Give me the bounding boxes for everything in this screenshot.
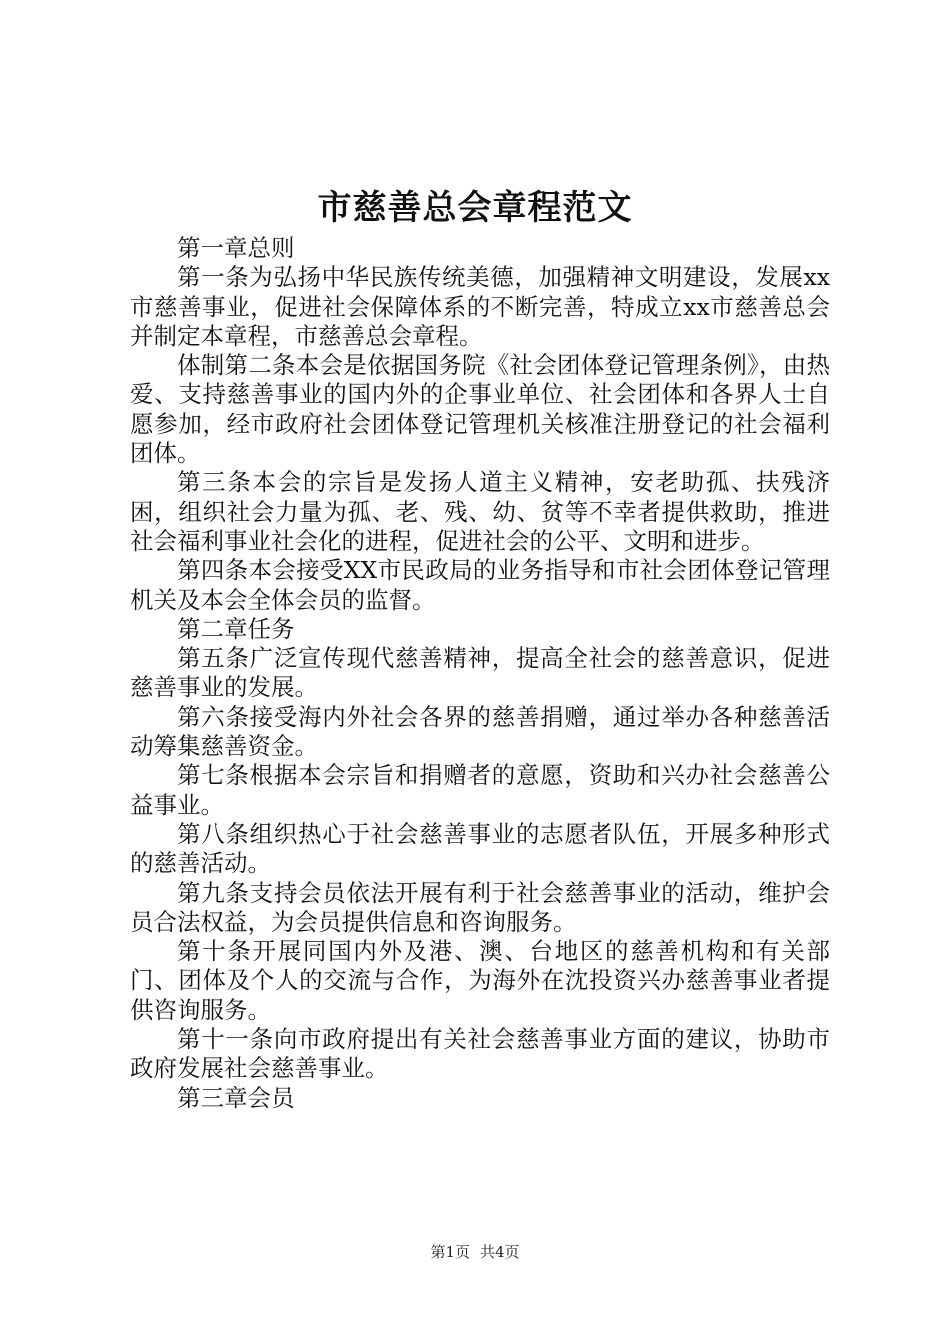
article-paragraph: 第八条组织热心于社会慈善事业的志愿者队伍，开展多种形式的慈善活动。 bbox=[130, 819, 830, 878]
article-paragraph: 体制第二条本会是依据国务院《社会团体登记管理条例》，由热爱、支持慈善事业的国内外的企事业单位、社会团体和各界人士自愿参加，经市政府社会团体登记管理机关核准注册登记的社会福利团体。 bbox=[130, 351, 830, 468]
article-paragraph: 第三条本会的宗旨是发扬人道主义精神，安老助孤、扶残济困，组织社会力量为孤、老、残、幼、贫等不幸者提供救助，推进社会福利事业社会化的进程，促进社会的公平、文明和进步。 bbox=[130, 468, 830, 555]
page-footer bbox=[0, 1242, 950, 1262]
article-paragraph: 第七条根据本会宗旨和捐赠者的意愿，资助和兴办社会慈善公益事业。 bbox=[130, 761, 830, 819]
article-paragraph: 第四条本会接受XX市民政局的业务指导和市社会团体登记管理机关及本会全体会员的监督。 bbox=[130, 556, 830, 614]
article-paragraph: 第九条支持会员依法开展有利于社会慈善事业的活动，维护会员合法权益，为会员提供信息和咨询服务。 bbox=[130, 878, 830, 936]
chapter-heading: 第二章任务 bbox=[177, 614, 295, 643]
document-body bbox=[130, 234, 830, 1113]
article-paragraph: 第一条为弘扬中华民族传统美德，加强精神文明建设，发展xx市慈善事业，促进社会保障体系的不断完善，特成立xx市慈善总会并制定本章程，市慈善总会章程。 bbox=[130, 263, 830, 350]
article-paragraph: 第六条接受海内外社会各界的慈善捐赠，通过举办各种慈善活动筹集慈善资金。 bbox=[130, 702, 830, 761]
document-title: 市慈善总会章程范文 bbox=[317, 188, 633, 228]
article-paragraph: 第十一条向市政府提出有关社会慈善事业方面的建议，协助市政府发展社会慈善事业。 bbox=[130, 1025, 830, 1083]
page-number: 第1页 bbox=[430, 1243, 470, 1261]
page-total: 共4页 bbox=[480, 1243, 520, 1261]
chapter-heading: 第一章总则 bbox=[177, 234, 295, 262]
article-paragraph: 第五条广泛宣传现代慈善精神，提高全社会的慈善意识，促进慈善事业的发展。 bbox=[130, 644, 830, 702]
article-paragraph: 第十条开展同国内外及港、澳、台地区的慈善机构和有关部门、团体及个人的交流与合作，为海外在沈投资兴办慈善事业者提供咨询服务。 bbox=[130, 937, 830, 1024]
chapter-heading: 第三章会员 bbox=[177, 1083, 295, 1112]
